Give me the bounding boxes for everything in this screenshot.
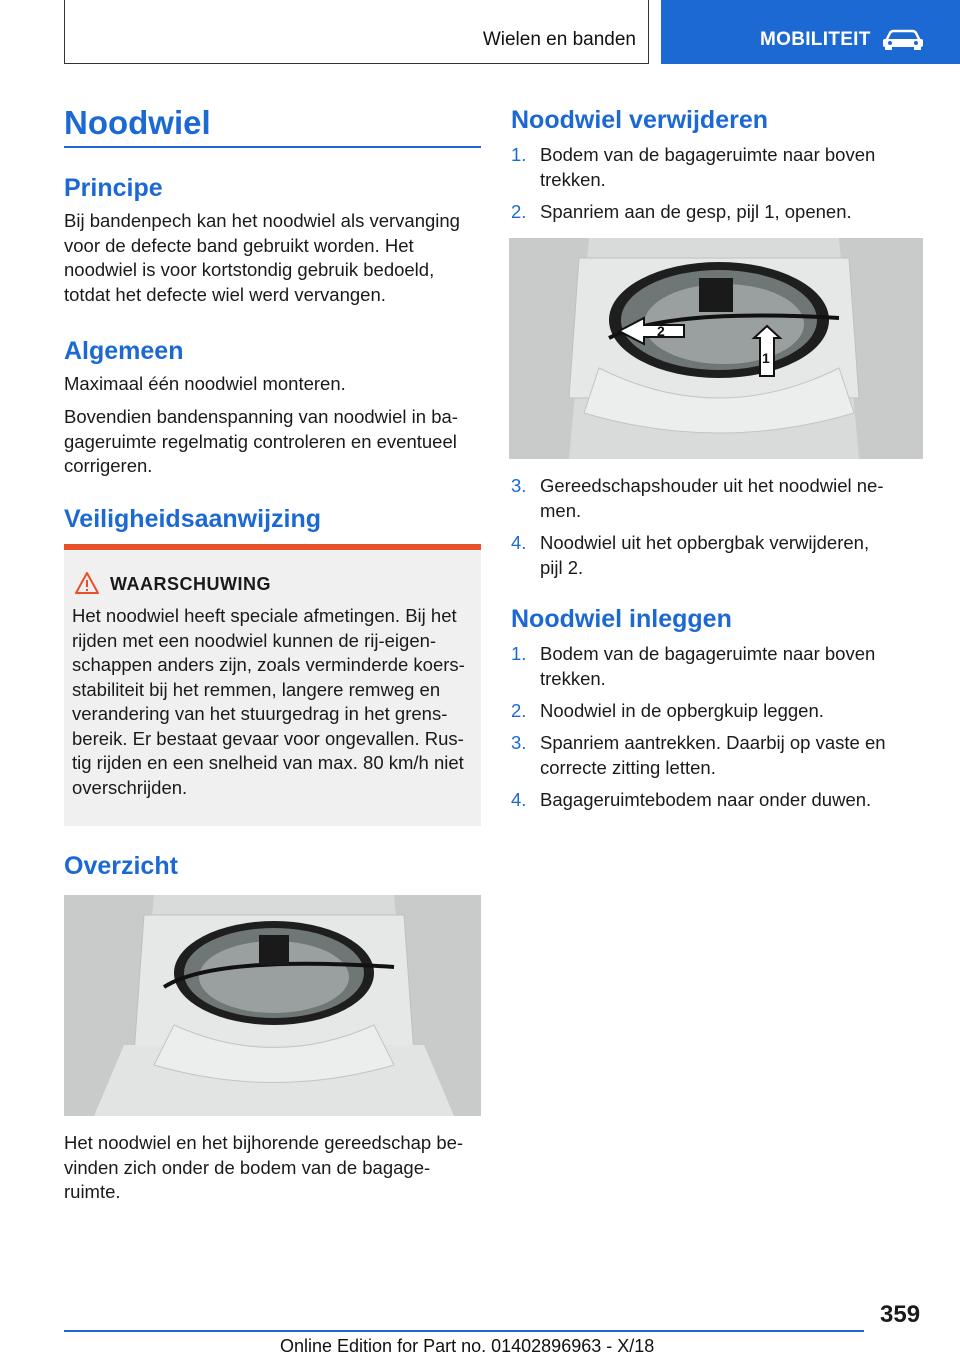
header-tab-label: MOBILITEIT bbox=[760, 29, 871, 50]
heading-inleggen: Noodwiel inleggen bbox=[511, 605, 732, 633]
heading-overzicht: Overzicht bbox=[64, 852, 178, 880]
principe-text: Bij bandenpech kan het noodwiel als vervanging voor de defecte band gebruikt worden. Het noodwiel is voor kortstondig gebruik bedoeld, totdat het defecte wiel werd vervangen. bbox=[64, 210, 460, 305]
warning-text: Het noodwiel heeft speciale afmetingen. Bij het rijden met een noodwiel kunnen de rij-eigen- schappen anders zijn, zoals verminderde koers- stabiliteit bij het remmen, langere remweg en verandering van het stuurgedrag in het grens- bereik. Er bestaat gevaar voor ongevallen. Rus- tig rijden en een snelheid van max. 80 km/h niet overschrijden. bbox=[72, 605, 465, 798]
heading-algemeen: Algemeen bbox=[64, 337, 184, 365]
spare-wheel-overview-image bbox=[64, 895, 481, 1116]
overzicht-caption: Het noodwiel en het bijhorende gereedschap be- vinden zich onder de bodem van de bagage- ruimte. bbox=[64, 1132, 464, 1202]
heading-veiligheid: Veiligheidsaanwijzing bbox=[64, 505, 322, 533]
algemeen-p2: Bovendien bandenspanning van noodwiel in ba- gageruimte regelmatig controleren en eventueel corrigeren. bbox=[64, 406, 458, 476]
heading-principe: Principe bbox=[64, 174, 163, 202]
spare-wheel-removal-image bbox=[509, 238, 923, 459]
heading-verwijderen: Noodwiel verwijderen bbox=[511, 106, 769, 134]
car-icon bbox=[882, 28, 924, 50]
figure-label-1: 1 bbox=[762, 350, 770, 366]
header-section-title: Wielen en banden bbox=[482, 29, 636, 50]
warning-title: WAARSCHUWING bbox=[110, 574, 271, 594]
page-number: 359 bbox=[880, 1301, 921, 1328]
footer-edition: Online Edition for Part no. 01402896963 - X/18 bbox=[280, 1336, 655, 1356]
title-rule bbox=[64, 146, 481, 148]
figure-label-2: 2 bbox=[657, 323, 665, 339]
page-title: Noodwiel bbox=[64, 104, 211, 141]
warning-triangle-icon bbox=[74, 571, 100, 595]
algemeen-p1: Maximaal één noodwiel monteren. bbox=[64, 373, 346, 394]
footer-rule bbox=[64, 1330, 864, 1332]
